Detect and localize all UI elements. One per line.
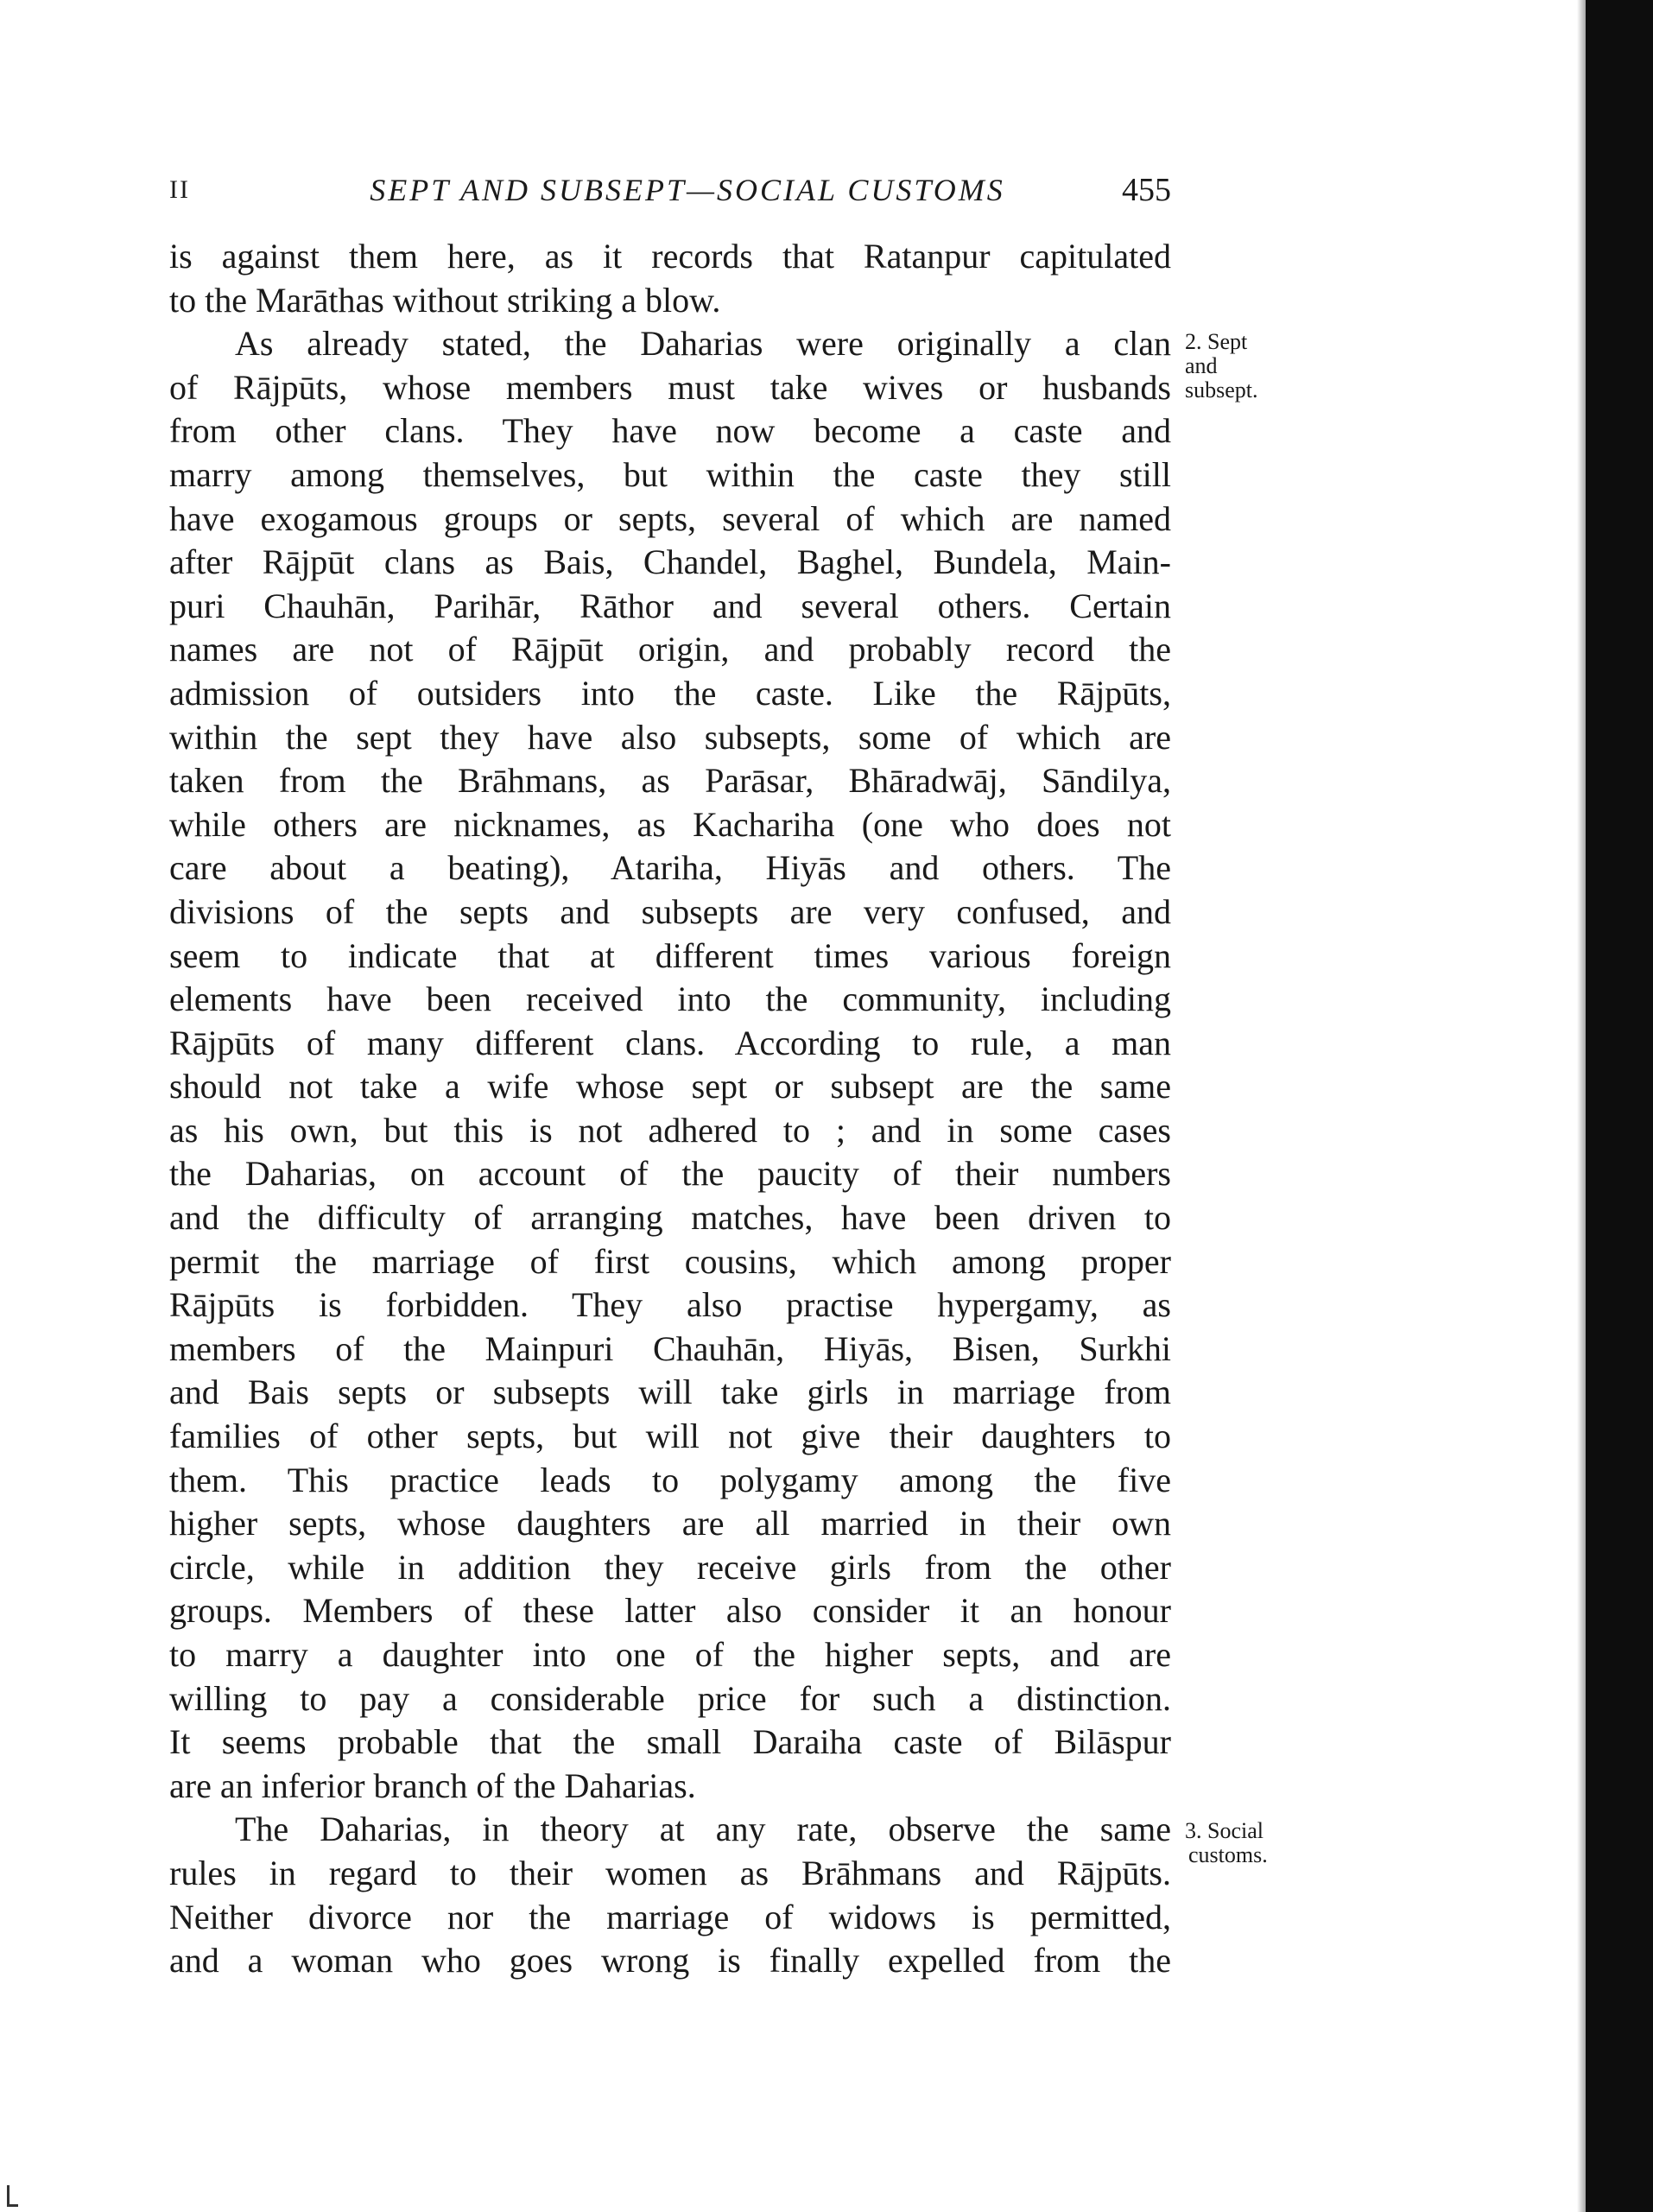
text-line: The Daharias, in theory at any rate, observe the same	[235, 1810, 1171, 1849]
text-line: them. This practice leads to polygamy among the five	[169, 1460, 1171, 1499]
text-line: puri Chauhān, Parihār, Rāthor and several others. Certain	[169, 586, 1171, 625]
sidenote-social-customs	[1185, 1819, 1268, 1867]
text-line: admission of outsiders into the caste. Like the Rājpūts,	[169, 673, 1171, 713]
text-line: after Rājpūt clans as Bais, Chandel, Baghel, Bundela, Main-	[169, 542, 1171, 582]
text-line: are an inferior branch of the Daharias.	[169, 1765, 696, 1805]
text-line: to marry a daughter into one of the higher septs, and are	[169, 1635, 1171, 1674]
sidenote-line: customs.	[1188, 1842, 1268, 1867]
text-line: should not take a wife whose sept or subsept are the same	[169, 1067, 1171, 1106]
sidenote-line: 2. Sept	[1185, 329, 1248, 354]
text-line: Neither divorce nor the marriage of widows is permitted,	[169, 1897, 1171, 1936]
sidenote-line: 3. Social	[1185, 1818, 1264, 1843]
text-line: to the Marāthas without striking a blow.	[169, 280, 721, 320]
text-line: marry among themselves, but within the caste they still	[169, 454, 1171, 494]
text-line: as his own, but this is not adhered to ; and in some cases	[169, 1110, 1171, 1150]
page-edge-shadow	[1577, 0, 1586, 2212]
text-line: divisions of the septs and subsepts are very confused, and	[169, 891, 1171, 931]
text-line: Rājpūts is forbidden. They also practise hypergamy, as	[169, 1285, 1171, 1325]
text-line: is against them here, as it records that Ratanpur capitulated	[169, 237, 1171, 276]
text-line: and a woman who goes wrong is finally expelled from the	[169, 1941, 1171, 1981]
scan-corner-mark	[7, 2185, 18, 2207]
text-line: and the difficulty of arranging matches, have been driven to	[169, 1198, 1171, 1238]
text-line: circle, while in addition they receive girls from the other	[169, 1547, 1171, 1587]
text-line: and Bais septs or subsepts will take girls in marriage from	[169, 1372, 1171, 1412]
text-line: have exogamous groups or septs, several of which are named	[169, 498, 1171, 538]
text-line: groups. Members of these latter also consider it an honour	[169, 1591, 1171, 1631]
text-line: Rājpūts of many different clans. According to rule, a man	[169, 1023, 1171, 1062]
page-number: 455	[1122, 172, 1171, 208]
scan-binding-edge	[1586, 0, 1653, 2212]
chapter-numeral: II	[169, 175, 190, 204]
text-line: of Rājpūts, whose members must take wives or husbands	[169, 367, 1171, 407]
sidenote-sept-and-subsept	[1185, 330, 1258, 402]
text-line: families of other septs, but will not give their daughters to	[169, 1417, 1171, 1456]
text-line: while others are nicknames, as Kachariha (one who does not	[169, 804, 1171, 844]
text-line: the Daharias, on account of the paucity of their numbers	[169, 1154, 1171, 1194]
text-line: taken from the Brāhmans, as Parāsar, Bhāradwāj, Sāndilya,	[169, 761, 1171, 801]
sidenote-line: subsept.	[1185, 377, 1258, 402]
text-line: As already stated, the Daharias were originally a clan	[235, 324, 1171, 364]
text-line: seem to indicate that at different times various foreign	[169, 935, 1171, 975]
text-line: higher septs, whose daughters are all married in their own	[169, 1504, 1171, 1543]
running-title: SEPT AND SUBSEPT—SOCIAL CUSTOMS	[370, 173, 1005, 207]
text-line: rules in regard to their women as Brāhmans and Rājpūts.	[169, 1853, 1171, 1892]
text-line: willing to pay a considerable price for such a distinction.	[169, 1678, 1171, 1718]
text-line: permit the marriage of first cousins, which among proper	[169, 1241, 1171, 1281]
body-text	[169, 235, 1171, 1983]
text-line: names are not of Rājpūt origin, and probably record the	[169, 630, 1171, 669]
sidenote-line: and	[1185, 353, 1218, 378]
text-line: from other clans. They have now become a caste and	[169, 411, 1171, 451]
text-line: members of the Mainpuri Chauhān, Hiyās, Bisen, Surkhi	[169, 1328, 1171, 1368]
text-line: care about a beating), Atariha, Hiyās and others. The	[169, 848, 1171, 888]
text-line: within the sept they have also subsepts, some of which are	[169, 717, 1171, 757]
text-line: It seems probable that the small Daraiha caste of Bilāspur	[169, 1722, 1171, 1762]
text-line: elements have been received into the community, including	[169, 979, 1171, 1019]
running-head	[169, 164, 1171, 216]
